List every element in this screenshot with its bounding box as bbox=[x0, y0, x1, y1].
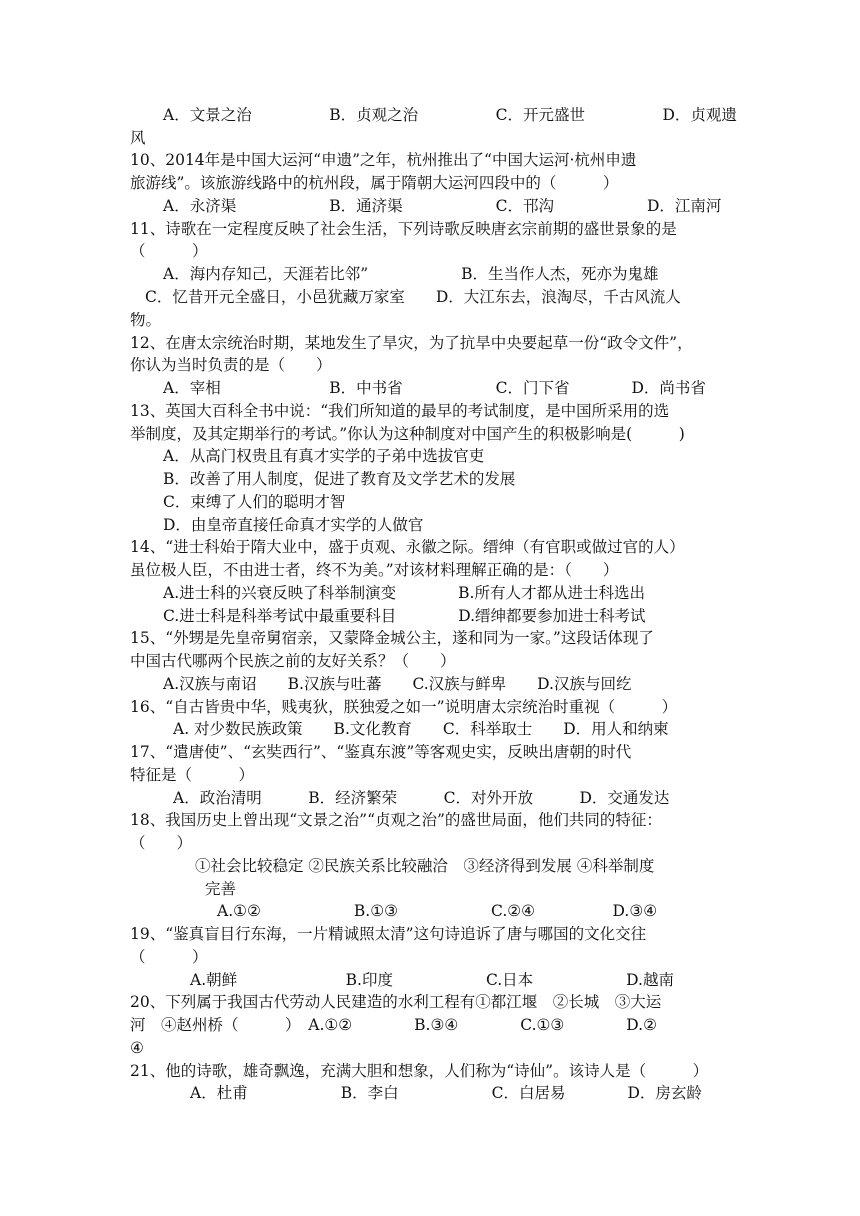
q13-option-a: A．从高门权贵且有真才实学的子弟中选拔官吏 bbox=[163, 447, 485, 465]
q19-options: A.朝鲜 B.印度 C.日本 D.越南 bbox=[190, 971, 674, 989]
q21-options: A．杜甫 B．李白 C．白居易 D．房玄龄 bbox=[190, 1084, 702, 1102]
q20-stem-wrap: ④ bbox=[130, 1039, 144, 1057]
q14-options-ab: A.进士科的兴衰反映了科举制演变 B.所有人才都从进士科选出 bbox=[163, 584, 645, 602]
q11-options-wrap: 物。 bbox=[130, 311, 162, 329]
q13-option-c: C．束缚了人们的聪明才智 bbox=[163, 493, 346, 511]
q18-statements-wrap: 完善 bbox=[205, 880, 237, 898]
q18-options: A.①② B.①③ C.②④ D.③④ bbox=[217, 902, 658, 920]
q10-stem-line1: 10、2014年是中国大运河“申遗”之年，杭州推出了“中国大运河·杭州申遗 bbox=[130, 151, 637, 169]
q15-stem-line2: 中国古代哪两个民族之前的友好关系？（ ） bbox=[130, 652, 456, 670]
q13-option-b: B．改善了用人制度，促进了教育及文学艺术的发展 bbox=[163, 470, 516, 488]
q18-statements: ①社会比较稳定 ②民族关系比较融洽 ③经济得到发展 ④科举制度 bbox=[195, 857, 655, 875]
q14-stem-line1: 14、“进士科始于隋大业中，盛于贞观、永徽之际。缙绅（有官职或做过官的人） bbox=[130, 538, 685, 556]
q11-options-cd: C．忆昔开元全盛日，小邑犹藏万家室 D．大江东去，浪淘尽，千古风流人 bbox=[145, 288, 681, 306]
q16-options: A. 对少数民族政策 B.文化教育 C．科举取士 D．用人和纳柬 bbox=[173, 720, 669, 738]
q20-stem-line2: 河 ④赵州桥（ ） A.①② B.③④ C.①③ D.② bbox=[130, 1016, 657, 1034]
q10-stem-line2: 旅游线”。该旅游线路中的杭州段，属于隋朝大运河四段中的（ ） bbox=[130, 174, 619, 192]
q12-stem-line2: 你认为当时负责的是（ ） bbox=[130, 356, 332, 374]
q15-stem-line1: 15、“外甥是先皇帝舅宿亲，又蒙降金城公主，遂和同为一家。”这段话体现了 bbox=[130, 629, 654, 647]
q12-options: A．宰相 B．中书省 C．门下省 D．尚书省 bbox=[163, 379, 706, 397]
q13-stem-line2: 举制度，及其定期举行的考试。”你认为这种制度对中国产生的积极影响是( ) bbox=[130, 425, 685, 443]
q9-options-wrap: 风 bbox=[130, 129, 146, 147]
q21-stem: 21、他的诗歌，雄奇飘逸，充满大胆和想象，人们称为“诗仙”。该诗人是（ ） bbox=[130, 1062, 709, 1080]
q18-stem-line2: （ ） bbox=[130, 834, 193, 852]
q17-options: A．政治清明 B．经济繁荣 C．对外开放 D．交通发达 bbox=[173, 789, 670, 807]
q11-stem-line1: 11、诗歌在一定程度反映了社会生活，下列诗歌反映唐玄宗前期的盛世景象的是 bbox=[130, 220, 677, 238]
q15-options: A.汉族与南诏 B.汉族与吐蕃 C.汉族与鲜卑 D.汉族与回纥 bbox=[163, 675, 632, 693]
q19-stem-line1: 19、“鉴真盲目行东海，一片精诚照太清”这句诗追诉了唐与哪国的文化交往 bbox=[130, 925, 647, 943]
q17-stem-line2: 特征是（ ） bbox=[130, 766, 255, 784]
q13-stem-line1: 13、英国大百科全书中说：“我们所知道的最早的考试制度，是中国所采用的选 bbox=[130, 402, 670, 420]
q17-stem-line1: 17、“遣唐使”、“玄奘西行”、“鉴真东渡”等客观史实，反映出唐朝的时代 bbox=[130, 743, 632, 761]
q11-options-ab: A．海内存知己，天涯若比邻” B．生当作人杰，死亦为鬼雄 bbox=[163, 265, 659, 283]
q11-stem-line2: （ ） bbox=[130, 242, 208, 260]
q13-option-d: D．由皇帝直接任命真才实学的人做官 bbox=[163, 516, 424, 534]
q14-options-cd: C.进士科是科举考试中最重要科目 D.缙绅都要参加进士科考试 bbox=[163, 607, 646, 625]
q20-stem-line1: 20、下列属于我国古代劳动人民建造的水利工程有①都江堰 ②长城 ③大运 bbox=[130, 993, 662, 1011]
q19-stem-line2: （ ） bbox=[130, 948, 208, 966]
q9-options: A．文景之治 B．贞观之治 C．开元盛世 D．贞观遗 bbox=[163, 106, 737, 124]
q16-stem: 16、“自古皆贵中华，贱夷狄，朕独爱之如一”说明唐太宗统治时重视（ ） bbox=[130, 698, 678, 716]
q10-options: A．永济渠 B．通济渠 C．邗沟 D．江南河 bbox=[163, 197, 722, 215]
q18-stem-line1: 18、我国历史上曾出现“文景之治”“贞观之治”的盛世局面，他们共同的特征： bbox=[130, 811, 662, 829]
q14-stem-line2: 虽位极人臣，不由进士者，终不为美。”对该材料理解正确的是：（ ） bbox=[130, 561, 619, 579]
q12-stem-line1: 12、在唐太宗统治时期，某地发生了旱灾，为了抗旱中央要起草一份“政令文件”， bbox=[130, 334, 693, 352]
